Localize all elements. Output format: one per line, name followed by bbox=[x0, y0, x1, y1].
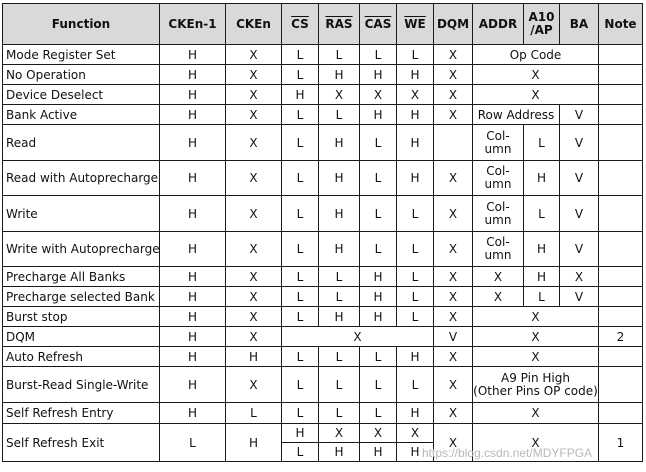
cell-we: L bbox=[397, 287, 434, 307]
cell-function: Self Refresh Entry bbox=[3, 403, 160, 424]
cell-cs: L bbox=[282, 367, 319, 403]
cell-cken: L bbox=[226, 403, 282, 424]
cell-we: X bbox=[397, 85, 434, 105]
cell-cken1: H bbox=[160, 161, 226, 196]
cell-cken1: H bbox=[160, 232, 226, 267]
cell-address: Op Code bbox=[473, 45, 599, 65]
cell-note bbox=[599, 232, 643, 267]
cell-cken: X bbox=[226, 125, 282, 161]
cell-ras: H bbox=[319, 125, 360, 161]
cell-we: H bbox=[397, 403, 434, 424]
cell-cs: L bbox=[282, 307, 319, 327]
address-text bbox=[485, 201, 512, 227]
table-row bbox=[3, 367, 643, 403]
cell-cas: L bbox=[360, 161, 397, 196]
cell-we: X bbox=[397, 424, 434, 443]
header-a10 bbox=[524, 4, 560, 45]
cell-cs: L bbox=[282, 443, 319, 462]
cell-dqm: X bbox=[434, 307, 473, 327]
cell-cken: X bbox=[226, 327, 282, 347]
header-a10-text bbox=[529, 11, 555, 37]
cell-ras: H bbox=[319, 161, 360, 196]
cell-cken1: H bbox=[160, 125, 226, 161]
cell-function: Write with Autoprecharge bbox=[3, 232, 160, 267]
cell-a10: L bbox=[524, 125, 560, 161]
cell-dqm: X bbox=[434, 105, 473, 125]
cell-cs: L bbox=[282, 347, 319, 367]
cell-note bbox=[599, 65, 643, 85]
header-cas: $\overline{CAS}$ bbox=[360, 4, 397, 45]
cell-function: Read bbox=[3, 125, 160, 161]
cell-cas: X bbox=[360, 424, 397, 443]
table-row bbox=[3, 196, 643, 232]
cell-cas: X bbox=[360, 85, 397, 105]
cell-ras: X bbox=[319, 424, 360, 443]
address-text bbox=[473, 372, 598, 398]
cell-cas: H bbox=[360, 267, 397, 287]
header-ras: $\overline{RAS}$ bbox=[319, 4, 360, 45]
cell-address: X bbox=[473, 347, 599, 367]
cell-cas: L bbox=[360, 367, 397, 403]
table-row bbox=[3, 424, 643, 443]
header-cs: $\overline{CS}$ bbox=[282, 4, 319, 45]
cell-cken1: H bbox=[160, 327, 226, 347]
cell-ras: H bbox=[319, 196, 360, 232]
cell-note: 2 bbox=[599, 327, 643, 347]
cell-cken1: H bbox=[160, 347, 226, 367]
sdram-command-table bbox=[2, 3, 643, 462]
cell-cken: X bbox=[226, 287, 282, 307]
header-note: Note bbox=[599, 4, 643, 45]
cell-cas: H bbox=[360, 307, 397, 327]
header-we: $\overline{WE}$ bbox=[397, 4, 434, 45]
cell-cas: H bbox=[360, 105, 397, 125]
cell-function: Read with Autoprecharge bbox=[3, 161, 160, 196]
header-addr: ADDR bbox=[473, 4, 524, 45]
cell-we: H bbox=[397, 125, 434, 161]
table-row bbox=[3, 161, 643, 196]
cell-note bbox=[599, 125, 643, 161]
cell-cas: L bbox=[360, 403, 397, 424]
address-line1: Col- bbox=[486, 164, 510, 178]
cell-cken: X bbox=[226, 65, 282, 85]
table-row bbox=[3, 45, 643, 65]
cell-note bbox=[599, 403, 643, 424]
cell-address: Row Address bbox=[473, 105, 560, 125]
cell-cken1: H bbox=[160, 45, 226, 65]
address-line1: Col- bbox=[486, 199, 510, 214]
cell-we: L bbox=[397, 367, 434, 403]
cell-cs: L bbox=[282, 161, 319, 196]
cell-cken: X bbox=[226, 161, 282, 196]
cell-cs: L bbox=[282, 65, 319, 85]
address-text bbox=[485, 236, 512, 262]
cell-cken: X bbox=[226, 267, 282, 287]
cell-cken1: L bbox=[160, 424, 226, 462]
cell-dqm bbox=[434, 125, 473, 161]
cell-ba: V bbox=[560, 125, 599, 161]
address-text bbox=[485, 165, 512, 191]
cell-function: Self Refresh Exit bbox=[3, 424, 160, 462]
cell-we: H bbox=[397, 65, 434, 85]
cell-address: X bbox=[473, 287, 524, 307]
cell-address: X bbox=[473, 267, 524, 287]
cell-address bbox=[473, 232, 524, 267]
cell-cas: H bbox=[360, 65, 397, 85]
cell-note bbox=[599, 267, 643, 287]
cell-function: Burst-Read Single-Write bbox=[3, 367, 160, 403]
cell-note bbox=[599, 196, 643, 232]
cell-function: Write bbox=[3, 196, 160, 232]
table-row bbox=[3, 232, 643, 267]
cell-command: X bbox=[282, 327, 434, 347]
cell-note bbox=[599, 45, 643, 65]
cell-dqm: X bbox=[434, 85, 473, 105]
cell-cken: H bbox=[226, 424, 282, 462]
cell-address: X bbox=[473, 403, 599, 424]
address-line1: Col- bbox=[486, 128, 510, 143]
cell-cas: L bbox=[360, 196, 397, 232]
table-row bbox=[3, 347, 643, 367]
cell-cs: L bbox=[282, 196, 319, 232]
cell-cas: L bbox=[360, 347, 397, 367]
cell-dqm: V bbox=[434, 327, 473, 347]
cell-dqm: X bbox=[434, 45, 473, 65]
cell-cken: X bbox=[226, 307, 282, 327]
cell-we: L bbox=[397, 232, 434, 267]
header-cken: CKEn bbox=[226, 4, 282, 45]
cell-ba: V bbox=[560, 196, 599, 232]
header-dqm: DQM bbox=[434, 4, 473, 45]
cell-address: X bbox=[473, 327, 599, 347]
address-line2: umn bbox=[484, 248, 512, 262]
cell-dqm: X bbox=[434, 287, 473, 307]
cell-cs: H bbox=[282, 85, 319, 105]
cell-ba: V bbox=[560, 287, 599, 307]
cell-note bbox=[599, 105, 643, 125]
table-row bbox=[3, 403, 643, 424]
address-line2: umn bbox=[484, 141, 512, 156]
cell-ras: H bbox=[319, 232, 360, 267]
cell-function: Auto Refresh bbox=[3, 347, 160, 367]
cell-cas: L bbox=[360, 125, 397, 161]
cell-function: DQM bbox=[3, 327, 160, 347]
cell-cas: L bbox=[360, 45, 397, 65]
cell-cken: X bbox=[226, 85, 282, 105]
cell-ras: L bbox=[319, 347, 360, 367]
cell-address: X bbox=[473, 307, 599, 327]
cell-cken1: H bbox=[160, 85, 226, 105]
cell-a10: H bbox=[524, 267, 560, 287]
address-line1: Col- bbox=[486, 235, 510, 249]
cell-ras: L bbox=[319, 267, 360, 287]
cell-function: No Operation bbox=[3, 65, 160, 85]
cell-note bbox=[599, 367, 643, 403]
address-line2: (Other Pins OP code) bbox=[473, 383, 598, 398]
cell-cken1: H bbox=[160, 403, 226, 424]
cell-address bbox=[473, 161, 524, 196]
cell-we: H bbox=[397, 161, 434, 196]
address-line2: umn bbox=[484, 177, 512, 191]
cell-cs: L bbox=[282, 45, 319, 65]
cell-cken1: H bbox=[160, 105, 226, 125]
cell-ras: L bbox=[319, 287, 360, 307]
address-line2: umn bbox=[484, 212, 512, 227]
table-row bbox=[3, 327, 643, 347]
cell-ba: X bbox=[560, 267, 599, 287]
cell-function: Burst stop bbox=[3, 307, 160, 327]
cell-we: L bbox=[397, 196, 434, 232]
cell-cken1: H bbox=[160, 307, 226, 327]
cell-ras: H bbox=[319, 443, 360, 462]
table-row bbox=[3, 65, 643, 85]
cell-cas: L bbox=[360, 232, 397, 267]
cell-address: X bbox=[473, 424, 599, 462]
cell-cas: H bbox=[360, 443, 397, 462]
cell-we: L bbox=[397, 45, 434, 65]
cell-address bbox=[473, 196, 524, 232]
cell-ras: H bbox=[319, 307, 360, 327]
watermark: https://blog.csdn.net/MDYFPGA bbox=[422, 446, 593, 460]
cell-cs: L bbox=[282, 232, 319, 267]
cell-dqm: X bbox=[434, 161, 473, 196]
header-a10-line1: A10 bbox=[528, 10, 555, 24]
table-row bbox=[3, 307, 643, 327]
cell-address bbox=[473, 367, 599, 403]
address-line1: A9 Pin High bbox=[501, 370, 570, 385]
cell-cken: X bbox=[226, 367, 282, 403]
cell-note bbox=[599, 85, 643, 105]
cell-ras: L bbox=[319, 105, 360, 125]
cell-cs: L bbox=[282, 267, 319, 287]
cell-cken1: H bbox=[160, 367, 226, 403]
header-cken1: CKEn-1 bbox=[160, 4, 226, 45]
cell-cken: X bbox=[226, 105, 282, 125]
cell-ras: L bbox=[319, 403, 360, 424]
cell-function: Precharge All Banks bbox=[3, 267, 160, 287]
cell-cken1: H bbox=[160, 287, 226, 307]
cell-cken: X bbox=[226, 45, 282, 65]
cell-ba: V bbox=[560, 105, 599, 125]
cell-ba: V bbox=[560, 161, 599, 196]
cell-note bbox=[599, 307, 643, 327]
cell-cken: X bbox=[226, 232, 282, 267]
cell-ras: X bbox=[319, 85, 360, 105]
cell-dqm: X bbox=[434, 347, 473, 367]
table-row bbox=[3, 267, 643, 287]
cell-function: Precharge selected Bank bbox=[3, 287, 160, 307]
cell-a10: H bbox=[524, 232, 560, 267]
cell-cken: X bbox=[226, 196, 282, 232]
cell-function: Bank Active bbox=[3, 105, 160, 125]
table-row bbox=[3, 105, 643, 125]
cell-we: L bbox=[397, 307, 434, 327]
header-ba: BA bbox=[560, 4, 599, 45]
table-row bbox=[3, 287, 643, 307]
cell-a10: L bbox=[524, 287, 560, 307]
cell-cs: L bbox=[282, 105, 319, 125]
cell-cs: H bbox=[282, 424, 319, 443]
cell-address: X bbox=[473, 65, 599, 85]
cell-address bbox=[473, 125, 524, 161]
cell-dqm: X bbox=[434, 403, 473, 424]
cell-we: H bbox=[397, 105, 434, 125]
cell-dqm: X bbox=[434, 267, 473, 287]
header-a10-line2: /AP bbox=[530, 23, 553, 37]
cell-cs: L bbox=[282, 403, 319, 424]
cell-a10: H bbox=[524, 161, 560, 196]
cell-dqm: X bbox=[434, 196, 473, 232]
cell-cken1: H bbox=[160, 65, 226, 85]
cell-address: X bbox=[473, 85, 599, 105]
cell-dqm: X bbox=[434, 367, 473, 403]
cell-cken: H bbox=[226, 347, 282, 367]
cell-dqm: X bbox=[434, 65, 473, 85]
cell-note bbox=[599, 347, 643, 367]
cell-cs: L bbox=[282, 125, 319, 161]
cell-dqm: X bbox=[434, 424, 473, 462]
table-row bbox=[3, 125, 643, 161]
cell-note bbox=[599, 161, 643, 196]
table-row bbox=[3, 85, 643, 105]
cell-we: L bbox=[397, 267, 434, 287]
cell-a10: L bbox=[524, 196, 560, 232]
cell-we: H bbox=[397, 443, 434, 462]
cell-function: Device Deselect bbox=[3, 85, 160, 105]
cell-ba: V bbox=[560, 232, 599, 267]
header-row bbox=[3, 4, 643, 45]
cell-function: Mode Register Set bbox=[3, 45, 160, 65]
cell-cken1: H bbox=[160, 196, 226, 232]
cell-cken1: H bbox=[160, 267, 226, 287]
cell-ras: H bbox=[319, 65, 360, 85]
cell-we: H bbox=[397, 347, 434, 367]
cell-cs: L bbox=[282, 287, 319, 307]
cell-ras: L bbox=[319, 45, 360, 65]
cell-ras: L bbox=[319, 367, 360, 403]
cell-note bbox=[599, 287, 643, 307]
address-text bbox=[485, 130, 512, 156]
cell-cas: H bbox=[360, 287, 397, 307]
cell-note: 1 bbox=[599, 424, 643, 462]
header-function: Function bbox=[3, 4, 160, 45]
cell-dqm: X bbox=[434, 232, 473, 267]
